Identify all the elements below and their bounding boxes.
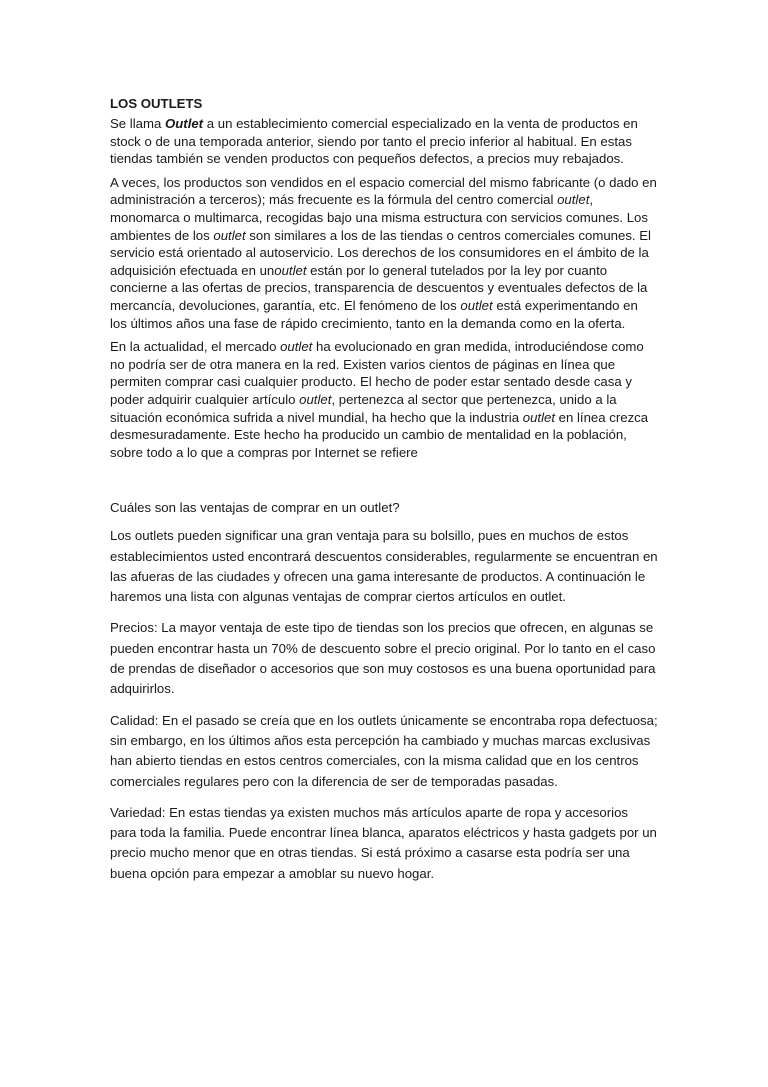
section-paragraph-precios: Precios: La mayor ventaja de este tipo de tiendas son los precios que ofrecen, en algunas se pueden encontrar hasta un 70% de descuento sobre el precio original. Por lo tanto en el caso de prendas de diseñador o accesorios que son muy costosos es una buena oportunidad para adquirirlos. <box>110 620 656 697</box>
emphasis-outlet: Outlet <box>164 116 204 131</box>
text-run: son similares a los de las tiendas o centros comerciales comunes. El servicio está orientado al autoservicio. Los derechos de los consumidores en el ámbito de la adquisición efectuada en un <box>110 227 651 278</box>
text-run: En la actualidad, el mercado <box>110 339 281 355</box>
text-run: a un establecimiento comercial especializado en la venta de productos en stock o de una temporada anterior, siendo por tanto el precio inferior al habitual. En estas tiendas también se venden productos con pequeños defectos, a precios muy rebajados. <box>110 116 638 167</box>
text-run: en línea crezca desmesuradamente. Este hecho ha producido un cambio de mentalidad en la población, sobre todo a lo que a compras por Internet se refiere <box>110 409 649 460</box>
emphasis-outlet: outlet <box>557 192 590 208</box>
text-run: , monomarca o multimarca, recogidas bajo una misma estructura con servicios comunes. Los ambientes de los <box>110 192 648 243</box>
intro-paragraph-1 <box>110 115 658 168</box>
text-run: , pertenezca al sector que pertenezca, unido a la situación económica sufrida a nivel mundial, ha hecho que la industria <box>110 391 617 425</box>
document-title: LOS OUTLETS <box>110 96 203 111</box>
emphasis-outlet: outlet <box>213 227 246 243</box>
emphasis-outlet: outlet <box>522 409 555 425</box>
section-paragraph-calidad: Calidad: En el pasado se creía que en los outlets únicamente se encontraba ropa defectuosa; sin embargo, en los últimos años esta percepción ha cambiado y muchas marcas exclusivas han abierto tiendas en estos centros comerciales, con la misma calidad que en los centros comerciales regulares pero con la diferencia de ser de temporadas pasadas. <box>110 712 658 789</box>
advantages-section <box>110 499 658 884</box>
text-run: ha evolucionado en gran medida, introduciéndose como no podría ser de otra manera en la red. Existen varios cientos de páginas en línea que permiten comprar casi cualquier producto. El hecho de poder estar sentado desde casa y poder adquirir cualquier artículo <box>110 339 644 407</box>
intro-paragraph-3 <box>110 338 658 461</box>
emphasis-outlet: outlet <box>274 262 307 278</box>
emphasis-outlet: outlet <box>299 391 332 407</box>
text-run: A veces, los productos son vendidos en el espacio comercial del mismo fabricante (o dado en administración a terceros); más frecuente es la fórmula del centro comercial <box>110 174 657 208</box>
intro-paragraph-2 <box>110 174 658 332</box>
emphasis-outlet: outlet <box>280 339 313 355</box>
text-run: está experimentando en los últimos años una fase de rápido crecimiento, tanto en la demanda como en la oferta. <box>110 297 638 331</box>
emphasis-outlet: outlet <box>460 297 493 313</box>
section-paragraph-variedad: Variedad: En estas tiendas ya existen muchos más artículos aparte de ropa y accesorios para toda la familia. Puede encontrar línea blanca, aparatos eléctricos y hasta gadgets por un precio mucho menor que en otras tiendas. Si está próximo a casarse esta podría ser una buena opción para empezar a amoblar su nuevo hogar. <box>110 804 657 881</box>
document-page <box>110 96 658 895</box>
section-heading: Cuáles son las ventajas de comprar en un outlet? <box>110 500 400 516</box>
text-run: están por lo general tutelados por la ley por cuanto concierne a las ofertas de precios, transparencia de descuentos y eventuales defectos de la mercancía, devoluciones, garantía, etc. El fenómeno de los <box>110 262 648 313</box>
text-run: Se llama <box>110 116 165 131</box>
section-paragraph-intro: Los outlets pueden significar una gran ventaja para su bolsillo, pues en muchos de estos establecimientos usted encontrará descuentos considerables, regularmente se encuentran en las afueras de las ciudades y ofrecen una gama interesante de productos. A continuación le haremos una lista con algunas ventajas de comprar ciertos artículos en outlet. <box>110 528 658 605</box>
